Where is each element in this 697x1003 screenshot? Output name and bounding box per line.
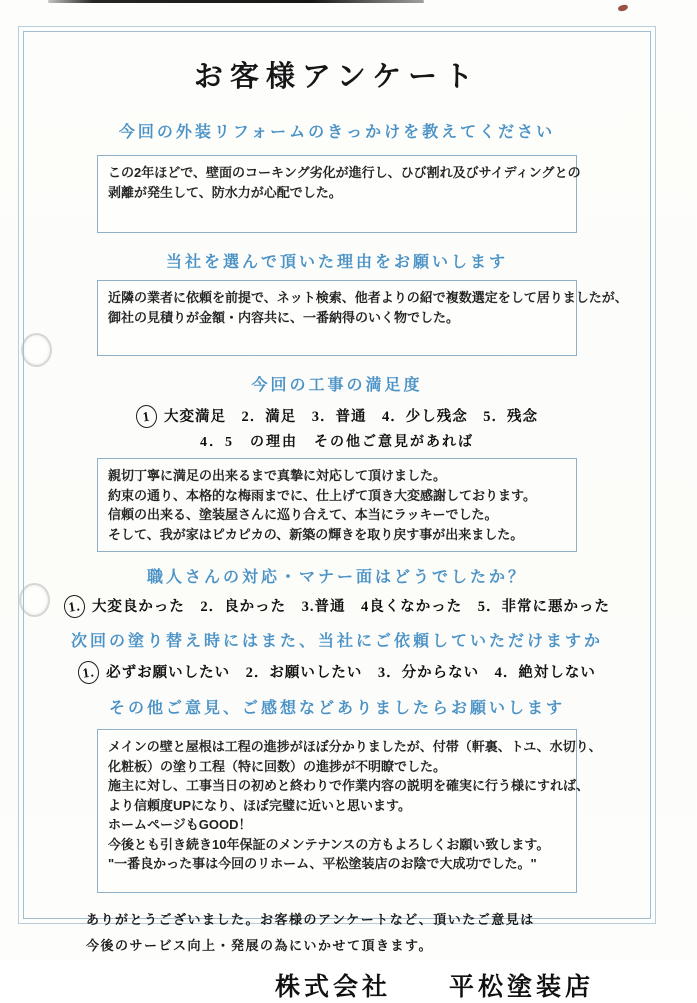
answer-line: "一番良かった事は今回のリホーム、平松塗装店のお陰で大成功でした。" [108, 856, 537, 871]
question-heading-manner: 職人さんの対応・マナー面はどうでしたか？ [146, 569, 527, 586]
answer-line: 近隣の業者に依頼を前提で、ネット検索、他者よりの紹で複数選定をして居りましたが、 [108, 290, 628, 305]
company-name: 株式会社 平松塗装店 [274, 973, 594, 1001]
option-labels: 必ずお願いしたい 2．お願いしたい 3．分からない 4．絶対しない [106, 665, 596, 681]
decorative-frame [18, 26, 656, 1001]
question-heading-reform-trigger: 今回の外装リフォームのきっかけを教えてください [118, 124, 556, 141]
circled-answer-mark: 1 [135, 404, 159, 430]
answer-line: ホームページもGOOD！ [108, 817, 252, 832]
option-row-satisfaction [24, 405, 650, 428]
answer-line: 信頼の出来る、塗装屋さんに巡り合えて、本当にラッキーでした。 [108, 507, 498, 522]
answer-line: そして、我が家はピカピカの、新築の輝きを取り戻す事が出来ました。 [108, 526, 524, 542]
page-title: お客様アンケート [193, 61, 481, 93]
answer-line: 化粧板）の塗り工程（特に回数）の進捗が不明瞭でした。 [108, 758, 447, 774]
answer-box-reform-trigger [97, 155, 581, 233]
answer-line: 親切丁寧に満足の出来るまで真摯に対応して頂けました。 [108, 468, 447, 483]
question-heading-repeat-request: 次回の塗り替え時にはまた、当社にご依頼していただけますか [70, 633, 603, 650]
circled-answer-mark: 1. [62, 594, 86, 620]
answer-line: 施主に対し、工事当日の初めと終わりで作業内容の説明を確実に行う様にすれば、 [108, 778, 590, 793]
circled-answer-mark: 1. [77, 660, 101, 686]
thanks-line: ありがとうございました。お客様のアンケートなど、頂いたご意見は [86, 912, 535, 927]
answer-line: 約束の通り、本格的な梅雨までに、仕上げて頂き大変感謝しております。 [108, 487, 536, 503]
option-row-manner [24, 595, 650, 618]
satisfaction-reason-note: 4．5 の理由 その他ご意見があれば [200, 435, 474, 450]
option-row-repeat-request [24, 661, 650, 684]
answer-box-other-comments [97, 729, 602, 893]
survey-content [24, 32, 650, 1001]
thanks-line: 今後のサービス向上・発展の為にいかせて頂きます。 [86, 938, 433, 953]
question-heading-satisfaction: 今回の工事の満足度 [251, 377, 423, 394]
scan-artifact-streak [48, 0, 424, 3]
answer-line: 剥離が発生して、防水力が心配でした。 [108, 184, 342, 200]
answer-line: メインの壁と屋根は工程の進捗がほぼ分かりましたが、付帯（軒裏、トユ、水切り、 [108, 739, 602, 754]
question-heading-why-us: 当社を選んで頂いた理由をお願いします [165, 254, 508, 271]
answer-line: 御社の見積りが金額・内容共に、一番納得のいく物でした。 [108, 309, 460, 325]
option-labels: 大変満足 2．満足 3．普通 4．少し残念 5．残念 [164, 409, 538, 425]
scan-artifact-red-mark [617, 4, 628, 12]
answer-box-why-us [97, 280, 628, 356]
answer-box-satisfaction [97, 458, 577, 552]
option-labels: 大変良かった 2．良かった 3.普通 4良くなかった 5．非常に悪かった [91, 599, 611, 615]
question-heading-other-comments: その他ご意見、ご感想などありましたらお願いします [108, 700, 565, 717]
answer-line: この2年ほどで、壁面のコーキング劣化が進行し、ひび割れ及びサイディングとの [108, 165, 581, 180]
answer-line: より信頼度UPになり、ほぼ完璧に近いと思います。 [108, 797, 412, 813]
answer-line: 今後とも引き続き10年保証のメンテナンスの方もよろしくお願い致します。 [108, 836, 550, 852]
thanks-note [24, 907, 650, 959]
